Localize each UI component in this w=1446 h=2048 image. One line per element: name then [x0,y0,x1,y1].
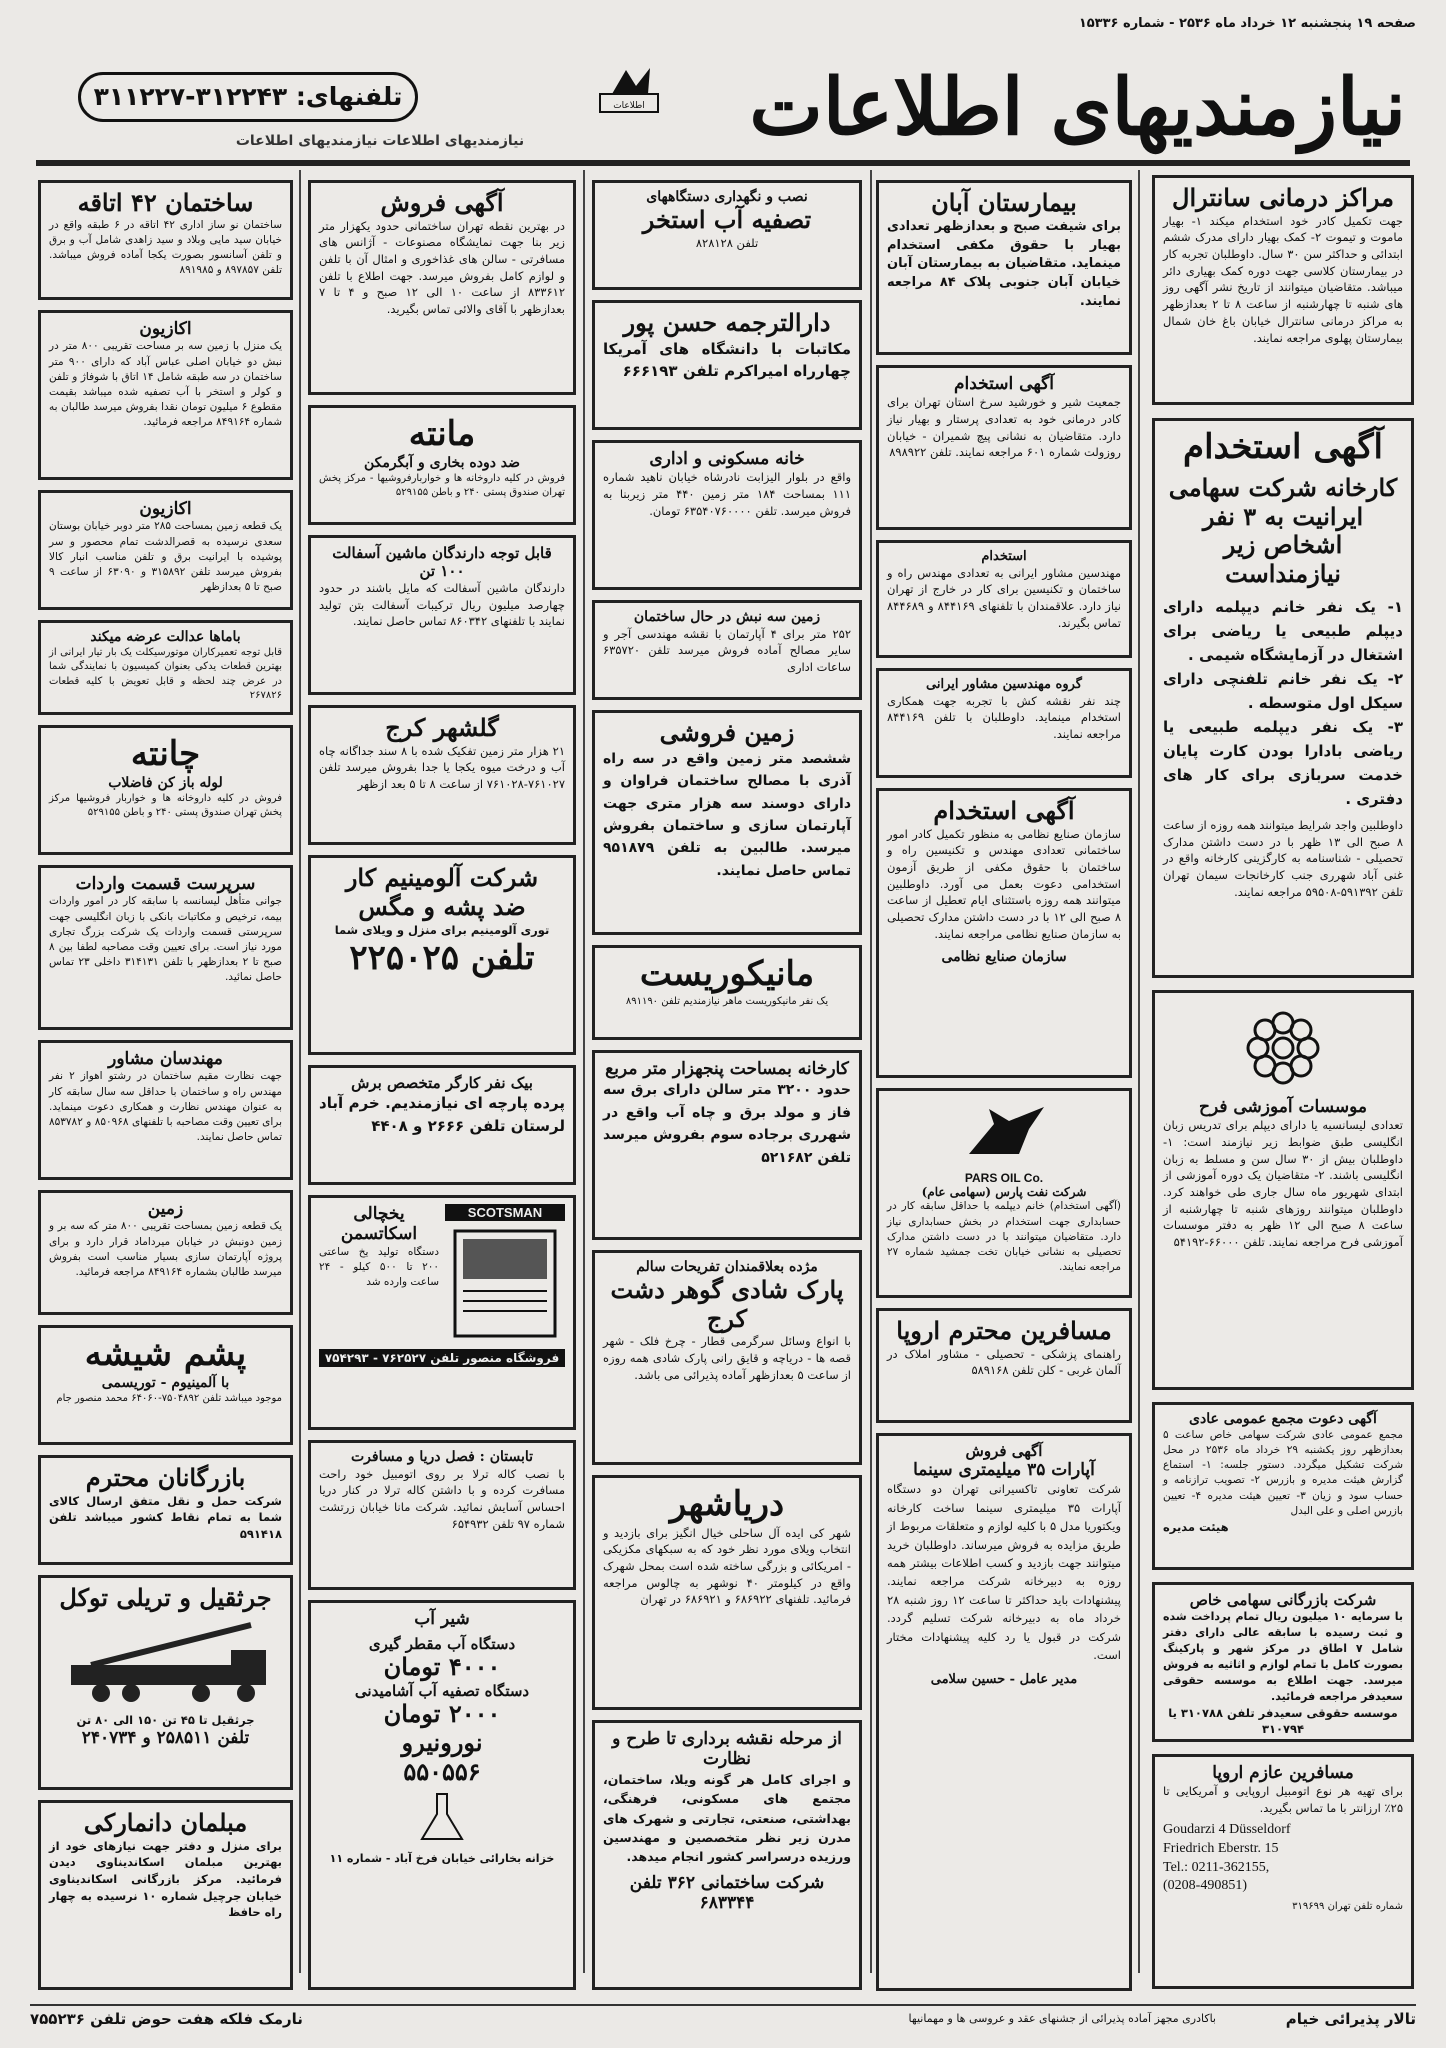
winged-horse-logo-icon [949,1099,1059,1169]
ad-body: جمعیت شیر و خورشید سرخ استان تهران برای کادر درمانی خود به تعدادی پرستار و بهیار نیاز دارد. متقاضیان به نشانی پیچ شمیران - خیابان روزولت شماره ۶۰۱ مراجعه نمایند. تلفن ۸۹۸۹۲۲ [887,395,1121,460]
ad-title: کارخانه بمساحت پنجهزار متر مربع [605,1059,849,1079]
ad-phone: شرکت ساختمانی ۳۶۲ تلفن ۶۸۳۳۴۴ [629,1872,825,1914]
ad-footer: موسسه حقوقی سعیدفر تلفن ۳۱۰۷۸۸ یا ۳۱۰۷۹۴ [1168,1705,1398,1737]
ad-asphalt-machines [308,535,576,695]
ad-body: شرکت حمل و نقل متفق ارسال کالای شما به تمام نقاط کشور میباشد تلفن ۵۹۱۴۱۸ [49,1493,282,1542]
address-line: Goudarzi 4 Düsseldorf [1163,1821,1291,1837]
ad-engineers-group [876,668,1132,778]
ad-body: ۲۱ هزار متر زمین تفکیک شده با ۸ سند جداگانه چاه آب و درخت میوه یکجا یا جدا بفروش میرسد تلفن ۷۶۱۰۲۷-۷۶۱۰۲۸ از ساعت ۸ تا ۵ بعد ازظهر [319,743,565,792]
ad-subtitle: با آلمینیوم - توریسمی [101,1374,230,1391]
ad-manicurist [592,945,862,1040]
column-rule [1138,170,1140,1973]
ad-body: با سرمایه ۱۰ میلیون ریال تمام پرداخت شده و ثبت رسیده با سابقه عالی دارای دفتر شامل ۷ اطاق در مرکز شهر و پارکینگ بصورت کامل با تمام لوازم و اثاثیه به فروش میرسد. جهت اطلاع به موسسه حقوقی سعیدفر مراجعه فرمائید. [1163,1610,1404,1703]
masthead-title: نیازمندیهای اطلاعات [749,62,1406,153]
ad-footer: شماره تلفن تهران ۳۱۹۶۹۹ [1292,1901,1403,1913]
ad-consulting-engineers-ahvaz [38,1040,293,1180]
ad-body: واقع در بلوار الیزابت نادرشاه خیابان ناهید شماره ۱۱۱ بمساحت ۱۸۴ متر زمین ۴۴۰ متر زیربنا به فروش میرسد. تلفن ۶۳۵۴۰۷۶۰۰۰۰ تومان. [603,470,851,518]
ad-title: نصب و نگهداری دستگاههای [646,189,808,205]
ad-title: قابل توجه دارندگان ماشین آسفالت ۱۰۰ تن [332,544,552,580]
ad-42-room-building [38,180,293,300]
ad-title: مسافرین محترم اروپا [896,1316,1112,1345]
ad-title: تابستان : فصل دریا و مسافرت [350,1449,534,1465]
ad-subtitle: کارخانه شرکت سهامی ایرانیت به ۳ نفر اشخاص زیر نیازمنداست [1168,472,1398,589]
ad-body: ششصد متر زمین واقع در سه راه آذری با مصالح ساختمان فراوان و دارای دوسند سه هزار متری جهت آپارتمان سازی و ساختمان بفروش میرسد. طالبین به تلفن ۹۵۱۸۷۹ تماس حاصل نمایند. [603,750,851,879]
logo-text: اطلاعات [613,101,645,111]
address-line: Friedrich Eberstr. 15 [1163,1840,1279,1856]
ad-title: آگهی استخدام [954,374,1054,394]
ad-translation-office [592,300,862,430]
ad-daryashahr [592,1475,862,1710]
ad-central-clinics [1152,175,1414,405]
ad-subtitle: تصفیه آب استخر [642,204,812,234]
ad-title: بازرگانان محترم [85,1463,246,1492]
ad-pars-oil [876,1088,1132,1298]
ad-farah-institutes [1152,990,1414,1390]
ad-title: شرکت نفت پارس (سهامی عام) [921,1185,1087,1199]
ad-water-distiller [308,1600,576,1990]
address-line: (0208-490851) [1163,1878,1247,1894]
ad-body: برای شیفت صبح و بعدازظهر تعدادی بهیار با حقوق مکفی استخدام مینماید. متقاضیان به بیمارستان آبان خیابان آبان جنوبی پلاک ۸۴ مراجعه نمایند. [887,218,1121,310]
ad-body: با نصب کاله ترلا بر روی اتومبیل خود راحت مسافرت کرده و با داشتن کاله ترلا در کنار دریا احساس آسایش نمائید. شرکت مانا خیابان زرتشت شماره ۹۷ تلفن ۶۵۴۹۳۲ [319,1466,565,1531]
ad-body: تعدادی لیسانسیه یا دارای دیپلم برای تدریس زبان انگلیسی طبق ضوابط زیر نیازمند است: ۱- داوطلبان بیش از ۳۰ سال سن و مسلط به زبان انگلیسی باشند. ۲- متقاضیان یک دوره آموزشی از ابتدای شهریور ماه سال جاری طی خواهند کرد. داوطلبان میتوانند روزهای شنبه تا چهارشنبه از ساعت ۸ صبح الی ۱۲ ظهر به دفتر موسسات آموزشی فرح مراجعه نمایند. تلفن ۶۶۰۰۰-۵۴۱۹۲ [1163,1118,1403,1250]
ad-footer: فروشگاه منصور تلفن ۷۶۲۵۲۷ - ۷۵۴۲۹۳ [319,1349,565,1367]
ad-occasion-house [38,310,293,480]
ad-body: توری آلومینیم برای منزل و ویلای شما [334,922,550,937]
ad-title: سرپرست قسمت واردات [75,874,256,894]
ad-body: فروش در کلیه داروخانه ها و خواربارفروشیها - مرکز پخش تهران صندوق پستی ۲۴۰ و باطن ۵۲۹۱۵۵ [319,472,565,499]
ad-subtitle: آپارات ۳۵ میلیمتری سینما [913,1460,1095,1480]
ad-body: مکاتبات با دانشگاه های آمریکا چهارراه امیراکرم تلفن ۶۶۶۱۹۳ [603,339,851,381]
ad-body: شرکت تعاونی تاکسیرانی تهران دو دستگاه آپارات ۳۵ میلیمتری سینما ساخت کارخانه ویکتوریا مدل ۵ با کلیه لوازم و متعلقات مربوط از طریق مزایده به فروش میرساند. داوطلبان خرید میتوانند جهت بازدید و کسب اطلاعات بیشتر همه روزه به دبیرخانه شرکت مراجعه نمایند. پیشنهادات باید حداکثر تا ساعت ۱۲ روز شنبه ۲۸ خرداد ماه به دبیرخانه شرکت تسلیم گردد. شرکت در قبول یا رد کلیه پیشنهادات مختار است. [887,1482,1121,1662]
ad-body: یک منزل با زمین سه بر مساحت تقریبی ۸۰۰ متر در نبش دو خیابان اصلی عباس آباد که دارای ۹۰۰ متر ساختمان در سه طبقه شامل ۱۴ اتاق با شوفاژ و تلفن و کولر و استخر با آب تصفیه شده میباشد بقیمت مقطوع ۶ میلیون تومان نقدا بفروش میرسد طالبان به شماره ۸۴۹۱۶۴ مراجعه فرمائید. [49,340,282,429]
ad-title: پشم شیشه [84,1334,247,1374]
ad-title: استخدام [981,549,1027,564]
ad-body: داوطلبین واجد شرایط میتوانند همه روزه از ساعت ۸ صبح الی ۱۳ ظهر با در دست داشتن مدارک تحصیلی - شناسنامه به کارگزینی کارخانه واقع در غنی آباد شهرری جنب کارخانجات سیمان تهران تلفن ۵۹۱۳۹۲-۵۹۵۰۸ مراجعه نمایند. [1163,817,1403,899]
ad-title: اکازیون [139,499,192,519]
ad-curtain-worker [308,1065,576,1185]
ad-title: مبلمان دانمارکی [83,1808,248,1837]
ad-phone: ۵۵۰۵۵۶ [403,1756,481,1786]
flower-emblem-icon [1238,1003,1328,1093]
ad-title: آگهی استخدام [1183,427,1383,467]
ad-body: ۲۵۲ متر برای ۴ آپارتمان با نقشه مهندسی آجر و سایر مصالح آماده فروش میرسد تلفن ۶۳۵۷۲۰ ساعات اداری [603,626,851,675]
ad-body: و اجرای کامل هر گونه ویلا، ساختمان، مجتمع های مسکونی، فرهنگی، بهداشتی، صنعتی، تجارتی و شهرک های مدرن زیر نظر متخصصین و مهندسین ورزیده درسراسر کشور انجام میدهد. [603,1771,851,1865]
ad-body: راهنمای پزشکی - تحصیلی - مشاور املاک در آلمان غربی - کلن تلفن ۵۸۹۱۶۸ [887,1346,1121,1378]
ad-subtitle: دستگاه تصفیه آب آشامیدنی [354,1682,530,1701]
ad-body: برای تهیه هر نوع اتومبیل اروپایی و آمریکایی تا ۲۵٪ ارزانتر با ما تماس بگیرید. [1163,1784,1403,1816]
ad-body: دارندگان ماشین آسفالت که مایل باشند در حدود چهارصد میلیون ریال ترکیبات آسفالت بتن تولید نمایند با تلفنهای ۸۶۰۳۴۲ تماس حاصل نمایند. [319,581,565,629]
ad-title: مهندسان مشاور [108,1049,223,1069]
ad-title: مانته [408,414,476,454]
ad-body: مهندسین مشاور ایرانی به تعدادی مهندس راه و ساختمان و تکنیسین برای کار در خارج از تهران نیاز دارد. علاقمندان با تلفنهای ۸۴۴۱۶۹ و ۸۴۴۶۸۹ تماس بگیرند. [887,565,1121,630]
ad-body: جرثقیل تا ۴۵ تن ۱۵۰ الی ۸۰ تن [76,1712,255,1727]
ad-signature: هیئت مدیره [1163,1520,1229,1535]
page-header-line [30,16,1416,36]
ad-body: پرده پارچه ای نیازمندیم. خرم آباد لرستان تلفن ۲۶۶۶ و ۴۴۰۸ [319,1094,565,1135]
ad-consulting-engineers [876,540,1132,658]
ad-body: موجود میباشد تلفن ۷۵۰۴۸۹۲-۶۴۰۶۰ محمد منصور جام [56,1392,282,1404]
footer-left: نارمک فلکه هفت حوض تلفن ۷۵۵۲۳۶ [30,2010,303,2028]
ad-corner-land [592,600,862,700]
ad-glass-wool [38,1325,293,1445]
ad-europe-guide [876,1308,1132,1423]
ad-item: ۱- یک نفر خانم دیپلمه دارای دیپلم طبیعی یا ریاضی برای اشتغال در آزمایشگاه شیمی . [1163,597,1403,664]
column-rule [299,170,301,1973]
ad-subtitle: ضد دوده بخاری و آبگرمکن [363,454,521,471]
ad-body: برای منزل و دفتر جهت نیازهای خود از بهترین مبلمان اسکاندیناوی دیدن فرمائید. مرکز بازرگانی اسکاندیناوی خیابان جرچیل شماره ۱۰ نرسیده به چهار راه حافظ [49,1838,282,1920]
ad-amusement-park [592,1250,862,1465]
ad-price: ۲۰۰۰ تومان [383,1699,501,1729]
ad-title: خانه مسکونی و اداری [649,449,805,469]
ad-body: یک نفر مانیکوریست ماهر نیازمندیم تلفن ۸۹۱۱۹۰ [625,995,829,1007]
ad-title: موسسات آموزشی فرح [1198,1097,1368,1117]
ad-phone: تلفن ۲۲۵۰۲۵ [349,938,535,979]
ad-iranit-employment [1152,418,1414,978]
eagle-logo-icon [592,64,672,124]
ad-europe-travellers [1152,1754,1414,1989]
ad-title: بیمارستان آبان [931,188,1077,217]
ad-title: گلشهر کرج [385,713,499,742]
ad-military-industries [876,788,1132,1078]
ad-body: سازمان صنایع نظامی به منظور تکمیل کادر امور ساختمانی تعدادی مهندس و تکنیسین راه و ساختمان با حقوق مکفی از طریق آزمون استخدامی دعوت بعمل می آورد. داوطلبین میتوانند همه روزه باستثنای ایام تعطیل از ساعت ۸ صبح الی ۱۲ با در دست داشتن مدارک تحصیلی به سازمان صنایع نظامی مراجعه نمایند. [887,826,1121,941]
ad-body: قابل توجه تعمیرکاران موتورسیکلت یک بار تیار ایرانی از بهترین قطعات یدکی بعنوان کمیسیون با نمایندگی شما در عرض چند لحظه و قابل تعویض با کلیه قطعات ۲۶۷۸۲۶ [49,646,282,702]
ad-item: ۳- یک نفر دیپلمه طبیعی یا ریاضی بادارا بودن کارت پایان خدمت سربازی برای کار های دفتری . [1163,717,1403,808]
ad-body: در بهترین نقطه تهران ساختمانی حدود یکهزار متر زیر بنا جهت نمایشگاه مصنوعات - آژانس های مسافرتی - سالن های غذاخوری و امثال آن با تلفن و لوازم کامل بفروش میرسد. جهت اطلاع با تلفن ۸۳۳۶۱۲ از ساعت ۱۰ الی ۱۲ صبح و ۴ تا ۷ بعدازظهر با آقای والائی تماس بگیرید. [319,218,565,317]
ad-title: زمین [147,1199,184,1219]
ad-title: زمین سه نبش در حال ساختمان [633,609,821,625]
ad-scotsman-ice-machine [308,1195,576,1430]
phone-numbers: تلفنهای: ۳۱۲۲۴۳-۳۱۱۲۲۷ [78,72,418,122]
ad-body: جهت نظارت مقیم ساختمان در رشتو اهواز ۲ نفر مهندس راه و ساختمان با حداقل سه سال سابقه کار به عنوان مهندس نظارت و همکاری دعوت مینماید. برای تعیین وقت مصاحبه با تلفنهای ۸۵۰۹۶۸ و ۸۵۳۷۸۲ تماس حاصل نمایند. [49,1070,282,1144]
ad-subtitle: دستگاه آب مقطر گیری [368,1635,516,1654]
column-rule [870,170,872,1973]
ad-chanteh [38,725,293,855]
brand-name: PARS OIL Co. [964,1171,1044,1185]
flask-icon [412,1789,472,1849]
ad-title: بیک نفر کارگر متخصص برش [351,1074,533,1092]
ad-construction-company [592,1720,862,1990]
ad-title: ساختمان ۴۲ اتاقه [77,188,254,217]
ad-footer: تلفن ۲۵۸۵۱۱ و ۲۴۰۷۳۴ [81,1728,250,1749]
ad-danish-furniture [38,1800,293,1990]
ad-item: ۲- یک نفر خانم تلفنچی دارای سیکل اول متوسطه . [1163,669,1403,712]
ad-title: شرکت آلومینیم کار [345,863,539,892]
ad-title: شیر آب [414,1609,470,1629]
ad-body: مجمع عمومی عادی شرکت سهامی خاص ساعت ۵ بعدازظهر روز یکشنبه ۲۹ خرداد ماه ۲۵۳۶ در محل شرکت تشکیل میگردد. دستور جلسه: ۱- استماع گزارش هیئت مدیره و بازرس ۲- تصویب ترازنامه و حساب سود و زیان ۳- تعیین هیئت مدیره ۴- تعیین بازرس اصلی و علی البدل [1163,1428,1404,1517]
ad-body: چند نفر نقشه کش با تجربه جهت همکاری استخدام مینماید. داوطلبان با تلفن ۸۴۴۱۶۹ مراجعه نمایند. [887,693,1121,741]
ad-factory-sale [592,1050,862,1240]
footer-center: باکادری مجهز آماده پذیرائی از جشنهای عقد و عروسی ها و مهمانیها [908,2012,1216,2025]
ad-title: آگهی استخدام [933,796,1075,825]
page-info: صفحه ۱۹ پنجشنبه ۱۲ خرداد ماه ۲۵۳۶ - شماره ۱۵۳۳۶ [1078,16,1416,31]
ad-occasion-land [38,490,293,610]
ad-title: شرکت بازرگانی سهامی خاص [1189,1591,1377,1609]
ad-title: از مرحله نقشه برداری تا طرح و نظارت [612,1729,842,1770]
ad-body: یک قطعه زمین بمساحت تقریبی ۸۰۰ متر که سه بر و زمین دونبش در خیابان میرداماد قرار دارد و برای پروژه آپارتمان سازی بسیار مناسب است بفروش میرسد طالبان بشماره ۸۴۹۱۶۴ مراجعه فرمائید. [49,1220,282,1279]
ad-title: جرثقیل و تریلی توکل [59,1583,272,1612]
ad-cinema-projector-sale [876,1433,1132,1991]
ad-body: با انواع وسائل سرگرمی قطار - چرخ فلک - شهر قصه ها - دریاچه و قایق رانی پارک شادی همه روزه از ساعت ۵ بعدازظهر آماده پذیرائی می باشد. [603,1334,851,1382]
ad-title: گروه مهندسین مشاور ایرانی [926,677,1082,692]
ad-body: یک قطعه زمین بمساحت ۲۸۵ متر دوبر خیابان بوستان سعدی نرسیده به قصرالدشت تمام محصور و سر پوشیده با ایرانیت برق و تلفن مناسب انبار کالا بفروش میرسد تلفن ۳۱۵۸۹۲ و ۶۳۰۹۰ از ساعت ۹ صبح تا ۵ بعدازظهر [49,520,282,594]
ad-title: آگهی فروش [965,1442,1043,1460]
ad-body: (آگهی استخدام) خانم دیپلمه با حداقل سابقه کار در حسابداری جهت استخدام در بخش حسابداری نیاز دارد. متقاضیان میتوانند با در دست داشتن مدارک تحصیلی به نشانی خیابان تخت جمشید شماره ۲۷ مراجعه نمایند. [887,1200,1121,1274]
ad-body: فروش در کلیه داروخانه ها و خواربار فروشیها مرکز پخش تهران صندوق پستی ۲۴۰ و باطن ۵۲۹۱۵۵ [49,792,282,819]
ad-signature: سازمان صنایع نظامی [941,948,1067,965]
crane-truck-icon [51,1615,281,1710]
ad-title: مسافرین عازم اروپا [1212,1763,1354,1783]
ad-title: آگهی فروش [380,188,504,217]
masthead-banner: نیازمندیهای اطلاعات نیازمندیهای اطلاعات [235,133,525,149]
ad-title: زمین فروشی [659,718,795,747]
ad-title: مژده بعلاقمندان تفریحات سالم [636,1259,818,1275]
ad-aban-hospital [876,180,1132,355]
ad-subtitle: لوله باز کن فاضلاب [108,774,223,791]
ad-signature: مدیر عامل - حسین سلامی [930,1672,1078,1688]
ad-golshahr-karaj [308,705,576,845]
ad-import-supervisor [38,865,293,1030]
ice-machine-icon [445,1221,565,1341]
ad-price: ۴۰۰۰ تومان [383,1652,501,1682]
ad-body: حدود ۳۲۰۰ متر سالن دارای برق سه فاز و مولد برق و چاه آب واقع در شهرری برجاده سوم بفروش میرسد تلفن ۵۲۱۶۸۲ [603,1082,851,1166]
brand-name: نورونیرو [401,1727,483,1757]
page-footer [30,2004,1416,2030]
ad-trading-company [1152,1582,1414,1742]
ad-residential-house [592,440,862,590]
ad-title: اکازیون [139,319,192,339]
address-line: Tel.: 0211-362155, [1163,1859,1270,1875]
ad-title: آگهی دعوت مجمع عمومی عادی [1189,1411,1377,1427]
ad-body: جوانی متأهل لیسانسه با سابقه کار در امور واردات بیمه، ترخیص و مکاتبات بانکی با زبان انگلیسی جهت سرپرستی قسمت واردات یک شرکت بزرگ تجاری مورد نیاز است. برای تعیین وقت مصاحبه لطفا بین ۸ صبح تا ۲ بعدازظهر با تلفن ۳۱۴۱۳۱ داخلی ۲۳ تماس حاصل نمائید. [49,895,282,984]
ad-manteh [308,405,576,525]
ad-title: مراکز درمانی سانترال [1172,183,1394,212]
ad-title: باماها عدالت عرضه میکند [90,629,241,645]
ad-body: شهر کی ایده آل ساحلی خیال انگیز برای بازدید و انتخاب ویلای مورد نظر خود که به سبکهای مکزیکی - امریکائی و بزرگی ساخته شده است بمحل شهرک واقع در کیلومتر ۴۰ نوشهر به چالوس مراجعه فرمائید. تلفنهای ۶۸۶۹۲۲ و ۶۸۶۹۲۱ در تهران [603,1525,851,1607]
ad-body: ساختمان نو ساز اداری ۴۲ اتاقه در ۶ طبقه واقع در خیابان سید مایی وبلاد و سید زاهدی شامل آب و برق و تلفن آسانسور بصورت یکجا آماده فروش میباشد. تلفن ۸۹۷۸۵۷ و ۸۹۱۹۸۵ [49,218,282,277]
ad-building-sale [308,180,576,395]
ad-merchants [38,1455,293,1565]
ad-title: مانیکوریست [639,954,815,994]
ad-subtitle: ضد پشه و مگس [358,891,526,921]
brand-name: SCOTSMAN [445,1204,565,1221]
ad-general-assembly [1152,1402,1414,1570]
ad-land-sale [592,710,862,935]
footer-right: تالار پذیرائی خیام [1285,2010,1416,2028]
header-rule [36,160,1410,166]
ad-phone: تلفن ۸۲۸۱۲۸ [695,235,759,250]
ad-roof-rack [308,1440,576,1590]
ad-body: دستگاه تولید یخ ساعتی ۲۰۰ تا ۵۰۰ کیلو - ۲۴ ساعت وارده شد [319,1245,439,1289]
ad-pool-filtration [592,180,862,290]
ad-title: چانته [130,734,201,774]
ad-red-lion-employment [876,365,1132,530]
ad-land-mirdamad [38,1190,293,1315]
ad-title: دریاشهر [669,1484,785,1524]
ad-aluminium-company [308,855,576,1055]
ad-subtitle: پارک شادی گوهر دشت کرج [610,1274,844,1333]
ad-tavakol-crane [38,1575,293,1790]
ad-title: دارالترجمه حسن پور [623,308,831,337]
ad-title: یخچالی اسکاتسمن [340,1204,418,1245]
ad-bamaha [38,620,293,715]
ad-body: جهت تکمیل کادر خود استخدام میکند ۱- بهیار ماموت و تیموت ۲- کمک بهیار دارای مدرک ششم ابتدائی و حداکثر سن ۳۰ سال. داوطلبان تجربه کار در بیمارستان کلاسی جهت دوره کمک بهیاری دائر میباشد. متقاضیان میتوانند از تاریخ نشر آگهی روز های شنبه تا چهارشنبه از ساعت ۸ تا ۲ بعدازظهر به مراکز درمانی سانترال خیابان باغ خان شمال بیمارستان پهلوی مراجعه نمایند. [1163,213,1404,345]
ad-address: خزانه بخارائی خیابان فرخ آباد - شماره ۱۱ [329,1851,555,1865]
column-rule [583,170,585,1973]
